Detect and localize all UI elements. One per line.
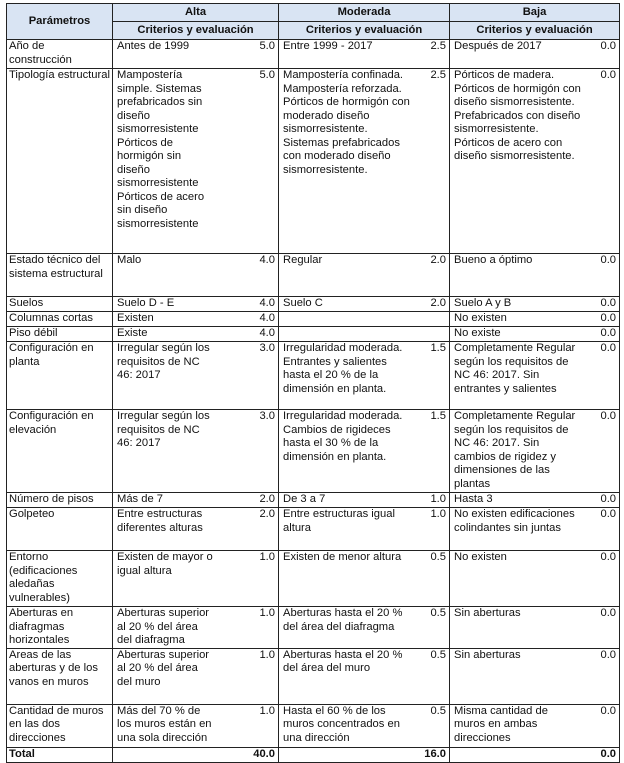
baja-value: 0.0 (584, 607, 620, 649)
table-row (7, 327, 620, 342)
total-row (7, 747, 620, 762)
baja-criteria: No existen edificaciones colindantes sin juntas (450, 508, 584, 551)
moderada-value: 1.0 (414, 493, 450, 508)
alta-criteria: Malo (113, 254, 217, 297)
total-moderada-value: 16.0 (414, 747, 450, 762)
baja-value: 0.0 (584, 254, 620, 297)
baja-value: 0.0 (584, 297, 620, 312)
moderada-criteria: Hasta el 60 % de los muros concentrados en una dirección (279, 704, 414, 747)
alta-criteria: Más del 70 % de los muros están en una sola dirección (113, 704, 217, 747)
alta-criteria: Existen (113, 312, 217, 327)
baja-criteria-empty (450, 747, 584, 762)
baja-criteria: Suelo A y B (450, 297, 584, 312)
table-row (7, 342, 620, 410)
table-row (7, 551, 620, 607)
header-criterios-moderada: Criterios y evaluación (279, 22, 450, 40)
alta-criteria: Aberturas superior al 20 % del área del muro (113, 648, 217, 704)
alta-value: 1.0 (217, 551, 279, 607)
baja-criteria: No existen (450, 312, 584, 327)
header-baja: Baja (450, 4, 620, 22)
alta-value: 1.0 (217, 648, 279, 704)
baja-value: 0.0 (584, 327, 620, 342)
alta-value: 4.0 (217, 254, 279, 297)
baja-criteria: No existen (450, 551, 584, 607)
header-parametros: Parámetros (7, 4, 113, 40)
alta-criteria-empty (113, 747, 217, 762)
alta-value: 2.0 (217, 493, 279, 508)
baja-value: 0.0 (584, 704, 620, 747)
total-label: Total (7, 747, 113, 762)
alta-criteria: Irregular según los requisitos de NC 46: 2017 (113, 342, 217, 410)
moderada-criteria: Entre 1999 - 2017 (279, 40, 414, 69)
alta-criteria: Mampostería simple. Sistemas prefabricados sin diseño sismorresistente Pórticos de hormigón sin diseño sismorresistente Pórticos de acero sin diseño sismorresistente (113, 69, 217, 254)
moderada-value: 2.0 (414, 254, 450, 297)
total-alta-value: 40.0 (217, 747, 279, 762)
alta-criteria: Existen de mayor o igual altura (113, 551, 217, 607)
baja-criteria: Pórticos de madera. Pórticos de hormigón con diseño sismorresistente. Prefabricados con diseño sismorresistente. Pórticos de acero con diseño sismorresistente. (450, 69, 584, 254)
baja-criteria: Hasta 3 (450, 493, 584, 508)
moderada-criteria: Mampostería confinada. Mampostería reforzada. Pórticos de hormigón con moderado diseño sismorresistente. Sistemas prefabricados con moderado diseño sismorresistente. (279, 69, 414, 254)
alta-value: 5.0 (217, 40, 279, 69)
baja-criteria: Después de 2017 (450, 40, 584, 69)
param-cell: Piso débil (7, 327, 113, 342)
table-row (7, 40, 620, 69)
moderada-criteria: Existen de menor altura (279, 551, 414, 607)
baja-criteria: No existe (450, 327, 584, 342)
moderada-value: 0.5 (414, 551, 450, 607)
alta-value: 3.0 (217, 342, 279, 410)
moderada-criteria-empty (279, 747, 414, 762)
alta-criteria: Suelo D - E (113, 297, 217, 312)
moderada-criteria: Irregularidad moderada. Cambios de rigideces hasta el 30 % de la dimensión en planta. (279, 410, 414, 493)
table-row (7, 704, 620, 747)
param-cell: Número de pisos (7, 493, 113, 508)
baja-value: 0.0 (584, 508, 620, 551)
baja-criteria: Sin aberturas (450, 607, 584, 649)
param-cell: Configuración en elevación (7, 410, 113, 493)
moderada-value (414, 312, 450, 327)
table-row (7, 607, 620, 649)
alta-value: 4.0 (217, 327, 279, 342)
baja-criteria: Completamente Regular según los requisitos de NC 46: 2017. Sin entrantes y salientes (450, 342, 584, 410)
alta-criteria: Entre estructuras diferentes alturas (113, 508, 217, 551)
alta-value: 4.0 (217, 312, 279, 327)
alta-criteria: Irregular según los requisitos de NC 46: 2017 (113, 410, 217, 493)
baja-value: 0.0 (584, 648, 620, 704)
moderada-value: 2.0 (414, 297, 450, 312)
moderada-value: 1.5 (414, 410, 450, 493)
table-row (7, 493, 620, 508)
baja-value: 0.0 (584, 410, 620, 493)
moderada-value: 1.5 (414, 342, 450, 410)
vulnerability-table (6, 3, 620, 763)
alta-value: 1.0 (217, 607, 279, 649)
moderada-criteria: Regular (279, 254, 414, 297)
alta-value: 5.0 (217, 69, 279, 254)
param-cell: Tipología estructural (7, 69, 113, 254)
moderada-value: 1.0 (414, 508, 450, 551)
baja-value: 0.0 (584, 342, 620, 410)
moderada-criteria (279, 327, 414, 342)
moderada-value: 0.5 (414, 648, 450, 704)
header-criterios-alta: Criterios y evaluación (113, 22, 279, 40)
header-criterios-baja: Criterios y evaluación (450, 22, 620, 40)
table-row (7, 312, 620, 327)
baja-value: 0.0 (584, 312, 620, 327)
param-cell: Aberturas en diafragmas horizontales (7, 607, 113, 649)
param-cell: Configuración en planta (7, 342, 113, 410)
moderada-criteria: Irregularidad moderada. Entrantes y salientes hasta el 20 % de la dimensión en planta. (279, 342, 414, 410)
baja-criteria: Bueno a óptimo (450, 254, 584, 297)
moderada-criteria: Aberturas hasta el 20 % del área del muro (279, 648, 414, 704)
moderada-value: 0.5 (414, 607, 450, 649)
baja-value: 0.0 (584, 493, 620, 508)
alta-value: 3.0 (217, 410, 279, 493)
baja-value: 0.0 (584, 40, 620, 69)
param-cell: Suelos (7, 297, 113, 312)
moderada-value (414, 327, 450, 342)
alta-criteria: Aberturas superior al 20 % del área del diafragma (113, 607, 217, 649)
param-cell: Entorno (edificaciones aledañas vulnerables) (7, 551, 113, 607)
table-row (7, 69, 620, 254)
table-row (7, 508, 620, 551)
baja-criteria: Misma cantidad de muros en ambas direcciones (450, 704, 584, 747)
param-cell: Estado técnico del sistema estructural (7, 254, 113, 297)
moderada-criteria: Entre estructuras igual altura (279, 508, 414, 551)
baja-criteria: Sin aberturas (450, 648, 584, 704)
moderada-value: 2.5 (414, 69, 450, 254)
table-row (7, 410, 620, 493)
param-cell: Cantidad de muros en las dos direcciones (7, 704, 113, 747)
moderada-value: 0.5 (414, 704, 450, 747)
param-cell: Areas de las aberturas y de los vanos en muros (7, 648, 113, 704)
alta-value: 2.0 (217, 508, 279, 551)
alta-value: 1.0 (217, 704, 279, 747)
param-cell: Golpeteo (7, 508, 113, 551)
header-moderada: Moderada (279, 4, 450, 22)
table-row (7, 297, 620, 312)
moderada-criteria: Suelo C (279, 297, 414, 312)
moderada-criteria (279, 312, 414, 327)
baja-value: 0.0 (584, 551, 620, 607)
alta-criteria: Más de 7 (113, 493, 217, 508)
header-alta: Alta (113, 4, 279, 22)
baja-criteria: Completamente Regular según los requisitos de NC 46: 2017. Sin cambios de rigidez y dimensiones de las plantas (450, 410, 584, 493)
param-cell: Columnas cortas (7, 312, 113, 327)
total-baja-value: 0.0 (584, 747, 620, 762)
alta-value: 4.0 (217, 297, 279, 312)
alta-criteria: Existe (113, 327, 217, 342)
moderada-criteria: De 3 a 7 (279, 493, 414, 508)
param-cell: Año de construcción (7, 40, 113, 69)
moderada-criteria: Aberturas hasta el 20 % del área del diafragma (279, 607, 414, 649)
table-row (7, 648, 620, 704)
baja-value: 0.0 (584, 69, 620, 254)
moderada-value: 2.5 (414, 40, 450, 69)
alta-criteria: Antes de 1999 (113, 40, 217, 69)
table-row (7, 254, 620, 297)
